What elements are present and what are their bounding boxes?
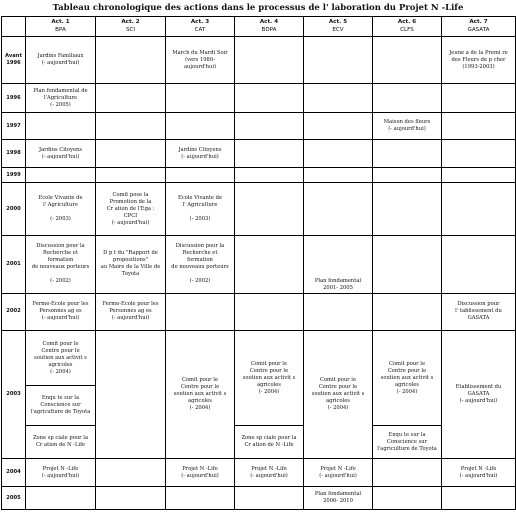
cell-bpa <box>26 458 96 487</box>
row-2003-c <box>2 426 516 459</box>
cell-gasata-empty <box>442 168 516 183</box>
year-label <box>2 84 26 113</box>
cell-gasata-empty <box>442 183 516 236</box>
cell-text: Comit pour le Centre pour le soutien aux activit s agricoles (- 2004) <box>173 377 227 412</box>
cell-clfs-empty <box>373 84 442 113</box>
cell-text: Plan fondamental 2001- 2005 <box>314 277 362 291</box>
cell-text: Discussion pour la Recherche et formation de nouveaux porteurs (- 2002) <box>31 243 90 285</box>
row-2001 <box>2 236 516 293</box>
row-1998 <box>2 140 516 168</box>
header-act2-number: Act. 2 <box>121 19 140 26</box>
cell-text: Comit pour le Centre pour le soutien aux activit s agricoles (- 2004) <box>34 340 87 375</box>
header-act1 <box>26 17 96 37</box>
cell-text: Comit pour le Centre pour le soutien aux activit s agricoles (- 2004) <box>311 377 365 412</box>
cell-gasata <box>442 458 516 487</box>
header-act2 <box>96 17 166 37</box>
cell-text: Jeune a de la Premi re des Fleurs de p cher (1993-2003) <box>449 49 508 70</box>
header-act1-label: BPA <box>55 26 66 33</box>
cell-text: Ecole Vivante de l' Agriculture (- 2003) <box>38 195 83 223</box>
header-act5-label: ECV <box>332 26 344 33</box>
cell-bpa-a <box>26 331 96 386</box>
cell-bpa <box>26 84 96 113</box>
cell-gasata <box>442 293 516 331</box>
cell-cat-empty <box>166 112 235 140</box>
cell-ecv-empty <box>304 293 373 331</box>
cell-sci-empty <box>96 331 166 459</box>
cell-text: Jardins Citoyens (- aujourd'hui) <box>38 146 83 160</box>
cell-bdpa-empty <box>235 168 304 183</box>
year-label <box>2 112 26 140</box>
cell-bpa-b <box>26 386 96 426</box>
cell-cat-empty <box>166 84 235 113</box>
cell-text: Projet N -Life (- aujourd'hui) <box>459 465 498 479</box>
cell-sci-empty <box>96 37 166 84</box>
header-act6-label: CLFS <box>400 26 414 33</box>
cell-gasata-empty <box>442 140 516 168</box>
header-act7-label: GASATA <box>467 26 490 33</box>
cell-ecv-empty <box>304 140 373 168</box>
year-text: 2005 <box>6 494 21 501</box>
cell-bdpa-empty <box>235 37 304 84</box>
cell-text: Plan fondamental de l'Agriculture (- 2005) <box>33 87 88 108</box>
cell-sci-empty <box>96 458 166 487</box>
cell-ecv <box>304 331 373 459</box>
header-act3-number: Act. 3 <box>190 19 210 26</box>
cell-ecv-empty <box>304 37 373 84</box>
cell-bdpa-a <box>235 331 304 426</box>
year-text: 1996 <box>6 94 21 101</box>
cell-cat-empty <box>166 168 235 183</box>
cell-bpa <box>26 183 96 236</box>
header-act6-number: Act. 6 <box>397 19 417 26</box>
row-1996 <box>2 84 516 113</box>
cell-text: Ferme-Ecole pour les Personnes ag es (- aujourd'hui) <box>102 301 159 322</box>
cell-cat <box>166 183 235 236</box>
cell-clfs-empty <box>373 236 442 293</box>
row-2000 <box>2 183 516 236</box>
cell-text: Comit pour le Centre pour le soutien aux activit s agricoles (- 2004) <box>242 360 296 395</box>
year-text: 2002 <box>6 308 21 315</box>
cell-text: Jardins Familiaux (- aujourd'hui) <box>37 53 84 67</box>
year-text: 2000 <box>6 205 21 212</box>
cell-text: Zone sp ciale pour la Cr ation de N -Life <box>241 435 297 449</box>
row-2002 <box>2 293 516 331</box>
row-2005 <box>2 487 516 510</box>
cell-bdpa-b <box>235 426 304 459</box>
cell-cat-empty <box>166 293 235 331</box>
cell-text: Ecole Vivante de l' Agriculture (- 2003) <box>177 195 223 223</box>
cell-text: Discussion pour l' tablissement du GASATA <box>455 301 502 322</box>
cell-bpa-empty <box>26 168 96 183</box>
cell-text: Ferme-Ecole pour les Personnes ag es (- aujourd'hui) <box>32 301 89 322</box>
cell-bdpa-empty <box>235 293 304 331</box>
cell-bpa <box>26 37 96 84</box>
cell-bdpa-empty <box>235 183 304 236</box>
cell-ecv-empty <box>304 84 373 113</box>
cell-text: Projet N -Life (- aujourd'hui) <box>319 465 357 479</box>
cell-sci <box>96 183 166 236</box>
cell-clfs-empty <box>373 37 442 84</box>
year-label <box>2 293 26 331</box>
header-act5 <box>304 17 373 37</box>
cell-sci-empty <box>96 112 166 140</box>
header-act4 <box>235 17 304 37</box>
cell-bdpa <box>235 458 304 487</box>
header-act4-label: BDPA <box>261 26 277 33</box>
cell-text: Comit pose la Promotion de la Cr ation de l'Ega : CPCI (- aujourd'hui) <box>106 191 155 226</box>
cell-text: Enqu te sur la Conscience sur l'agriculture de Toyota <box>377 431 437 452</box>
cell-text: Discussion pour la Recherche et formation de nouveaux porteurs (- 2002) <box>171 243 229 285</box>
header-row <box>2 17 516 37</box>
header-act7 <box>442 17 516 37</box>
header-act1-number: Act. 1 <box>51 19 70 26</box>
cell-clfs-empty <box>373 168 442 183</box>
row-1999 <box>2 168 516 183</box>
cell-sci-empty <box>96 487 166 510</box>
cell-gasata <box>442 37 516 84</box>
cell-ecv <box>304 487 373 510</box>
cell-sci-empty <box>96 168 166 183</box>
cell-bpa-empty <box>26 487 96 510</box>
cell-text: Maison des fleurs (- aujourd'hui) <box>383 119 431 133</box>
row-avant-1996 <box>2 37 516 84</box>
cell-bdpa-empty <box>235 140 304 168</box>
cell-ecv-empty <box>304 112 373 140</box>
cell-cat <box>166 236 235 293</box>
cell-gasata <box>442 331 516 459</box>
cell-sci-empty <box>96 84 166 113</box>
year-text: 2001 <box>6 260 21 267</box>
cell-cat <box>166 458 235 487</box>
year-label <box>2 168 26 183</box>
cell-clfs-a <box>373 331 442 426</box>
year-label <box>2 183 26 236</box>
cell-text: March du Mardi Soir (vers 1980- aujourd'hui) <box>172 49 228 70</box>
cell-cat <box>166 331 235 459</box>
header-corner <box>2 17 26 37</box>
cell-text: Jardins Citoyens (- aujourd'hui) <box>178 146 222 160</box>
year-text: 1998 <box>6 150 21 157</box>
page-title: Tableau chronologique des actions dans le processus de l' laboration du Projet N -Life <box>52 3 464 13</box>
cell-clfs <box>373 112 442 140</box>
cell-text: Plan fondamental 2006- 2010 <box>314 491 362 505</box>
cell-ecv <box>304 458 373 487</box>
cell-clfs-empty <box>373 293 442 331</box>
cell-text: Projet N -Life (- aujourd'hui) <box>250 465 288 479</box>
chronology-table <box>1 16 516 510</box>
cell-bpa <box>26 140 96 168</box>
cell-text: Projet N -Life (- aujourd'hui) <box>41 465 80 479</box>
header-act7-number: Act. 7 <box>469 19 488 26</box>
cell-cat <box>166 140 235 168</box>
cell-text: Comit pour le Centre pour le soutien aux activit s agricoles (- 2004) <box>380 360 434 395</box>
cell-text: Enqu te sur la Conscience sur l'agriculture de Toyota <box>30 395 91 416</box>
cell-text: D p t du "Rapport de propositions" au Maire de la Ville de Toyota <box>100 250 161 278</box>
cell-bdpa-empty <box>235 84 304 113</box>
year-label <box>2 331 26 459</box>
year-label <box>2 140 26 168</box>
cell-ecv <box>304 236 373 293</box>
cell-bdpa-empty <box>235 236 304 293</box>
cell-sci <box>96 293 166 331</box>
cell-gasata-empty <box>442 236 516 293</box>
year-text: Avant 1996 <box>5 53 22 67</box>
cell-clfs-empty <box>373 487 442 510</box>
year-label <box>2 37 26 84</box>
year-label <box>2 236 26 293</box>
header-act4-number: Act. 4 <box>259 19 279 26</box>
year-label <box>2 458 26 487</box>
cell-bdpa-empty <box>235 487 304 510</box>
row-2003 <box>2 331 516 386</box>
cell-ecv-empty <box>304 183 373 236</box>
cell-text: Etablissement du GASATA (- aujourd'hui) <box>455 384 502 405</box>
cell-clfs-empty <box>373 458 442 487</box>
cell-bpa <box>26 293 96 331</box>
cell-bpa <box>26 236 96 293</box>
cell-clfs-empty <box>373 183 442 236</box>
header-act3 <box>166 17 235 37</box>
cell-bpa-c <box>26 426 96 459</box>
year-text: 1999 <box>6 171 21 178</box>
cell-text: Zone sp ciale pour la Cr ation de N -Life <box>32 435 89 449</box>
header-act3-label: CAT <box>194 26 206 33</box>
cell-bdpa-empty <box>235 112 304 140</box>
cell-sci-empty <box>96 140 166 168</box>
header-act5-number: Act. 5 <box>328 19 348 26</box>
cell-text: Projet N -Life (- aujourd'hui) <box>181 465 219 479</box>
header-act6 <box>373 17 442 37</box>
year-text: 2003 <box>6 391 21 398</box>
cell-bpa-empty <box>26 112 96 140</box>
cell-cat-empty <box>166 487 235 510</box>
year-label <box>2 487 26 510</box>
cell-sci <box>96 236 166 293</box>
cell-cat <box>166 37 235 84</box>
year-text: 1997 <box>6 122 21 129</box>
cell-ecv-empty <box>304 168 373 183</box>
row-1997 <box>2 112 516 140</box>
header-act2-label: SCI <box>125 26 136 33</box>
cell-gasata-empty <box>442 112 516 140</box>
year-text: 2004 <box>6 469 21 476</box>
cell-gasata-empty <box>442 84 516 113</box>
cell-clfs-b <box>373 426 442 459</box>
row-2004 <box>2 458 516 487</box>
cell-clfs-empty <box>373 140 442 168</box>
cell-gasata-empty <box>442 487 516 510</box>
